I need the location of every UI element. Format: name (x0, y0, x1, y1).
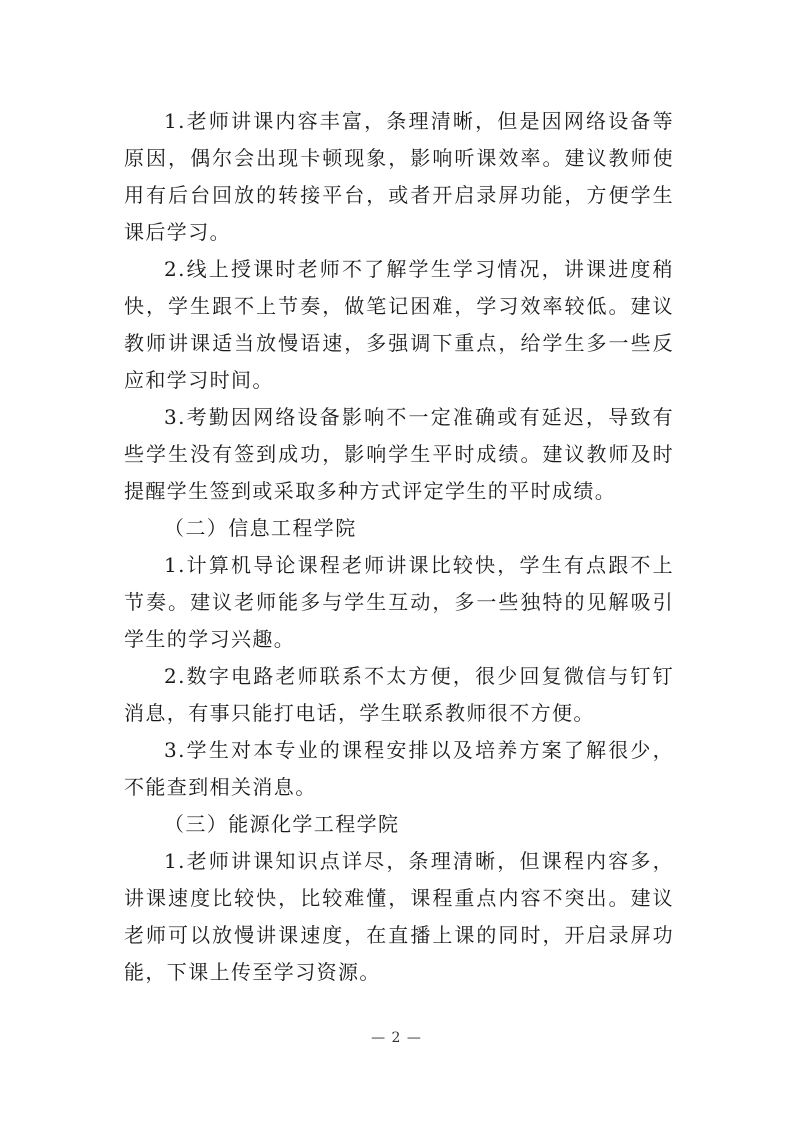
document-body (124, 103, 674, 991)
page-number: — 2 — (371, 1030, 422, 1046)
paragraph-5: 2.数字电路老师联系不太方便，很少回复微信与钉钉消息，有事只能打电话，学生联系教师很不方便。 (124, 664, 674, 725)
paragraph-4: 1.计算机导论课程老师讲课比较快，学生有点跟不上节奏。建议老师能多与学生互动，多一些独特的见解吸引学生的学习兴趣。 (124, 553, 674, 651)
paragraph-1: 1.老师讲课内容丰富，条理清晰，但是因网络设备等原因，偶尔会出现卡顿现象，影响听课效率。建议教师使用有后台回放的转接平台，或者开启录屏功能，方便学生课后学习。 (124, 109, 674, 244)
paragraph-7: 1.老师讲课知识点详尽，条理清晰，但课程内容多，讲课速度比较快，比较难懂，课程重点内容不突出。建议老师可以放慢讲课速度，在直播上课的同时，开启录屏功能，下课上传至学习资源。 (124, 849, 674, 984)
paragraph-2: 2.线上授课时老师不了解学生学习情况，讲课进度稍快，学生跟不上节奏，做笔记困难，学习效率较低。建议教师讲课适当放慢语速，多强调下重点，给学生多一些反应和学习时间。 (124, 257, 674, 392)
paragraph-6: 3.学生对本专业的课程安排以及培养方案了解很少，不能查到相关消息。 (124, 738, 674, 799)
section-heading-information-engineering: （二）信息工程学院 (164, 516, 357, 540)
section-heading-energy-chemical-engineering: （三）能源化学工程学院 (164, 812, 400, 836)
paragraph-3: 3.考勤因网络设备影响不一定准确或有延迟，导致有些学生没有签到成功，影响学生平时成绩。建议教师及时提醒学生签到或采取多种方式评定学生的平时成绩。 (124, 405, 674, 503)
